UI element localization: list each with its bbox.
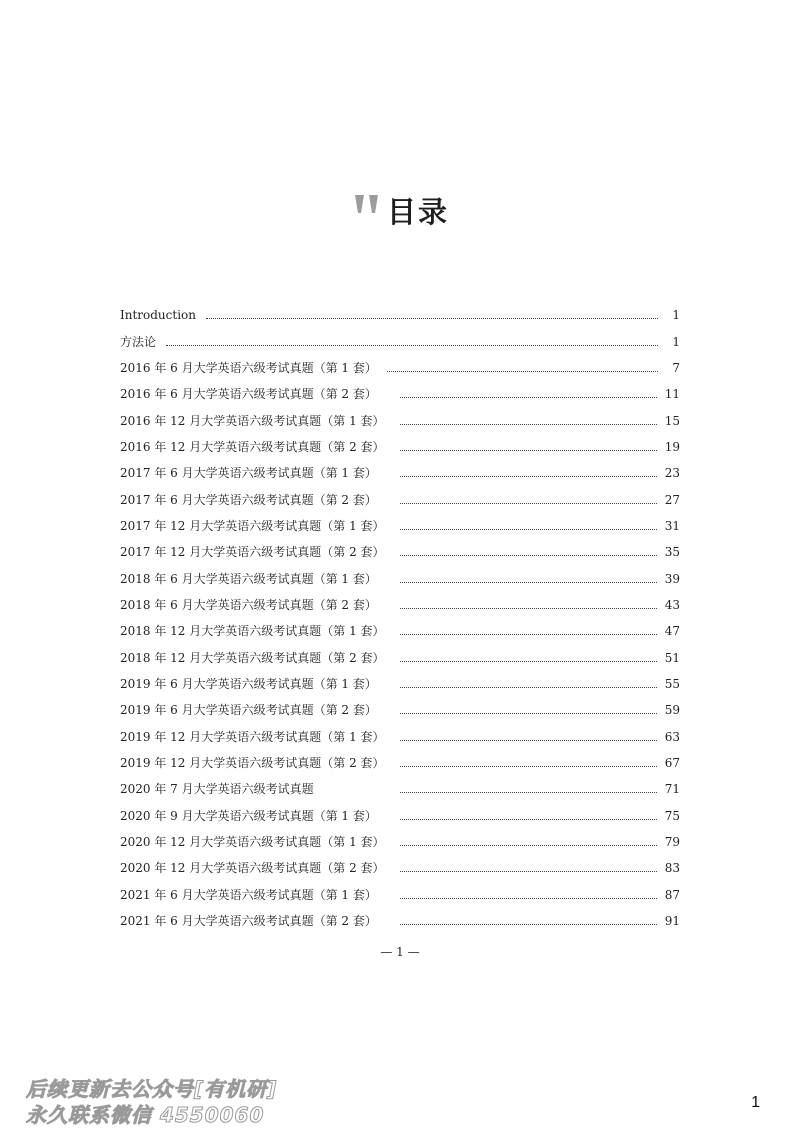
- toc-entry[interactable]: [120, 539, 680, 565]
- toc-dot-leader: [400, 923, 657, 925]
- toc-dot-leader: [400, 528, 657, 530]
- toc-dot-leader: [400, 581, 657, 583]
- toc-entry-page: 87: [664, 887, 680, 902]
- toc-entry-page: 51: [664, 650, 680, 665]
- toc-entry-page: 91: [664, 914, 680, 929]
- toc-entry-title: 2021 年 6 月大学英语六级考试真题（第 2 套）: [120, 914, 377, 929]
- toc-entry[interactable]: [120, 381, 680, 407]
- toc-entry[interactable]: [120, 328, 680, 354]
- page-title: 目录: [387, 194, 450, 229]
- toc-dot-leader: [400, 844, 657, 846]
- toc-entry-page: 1: [672, 308, 680, 323]
- toc-entry[interactable]: [120, 618, 680, 644]
- toc-entry-page: 43: [664, 597, 680, 612]
- toc-entry-title: 2016 年 12 月大学英语六级考试真题（第 2 套）: [120, 439, 385, 454]
- toc-entry[interactable]: [120, 513, 680, 539]
- watermark-line-2: 永久联系微信 4550060: [26, 1103, 265, 1127]
- toc-dot-leader: [400, 475, 657, 477]
- toc-dot-leader: [400, 870, 657, 872]
- toc-dot-leader: [400, 897, 657, 899]
- toc-dot-leader: [400, 607, 657, 609]
- toc-entry[interactable]: [120, 592, 680, 618]
- toc-entry[interactable]: [120, 829, 680, 855]
- toc-entry[interactable]: [120, 434, 680, 460]
- toc-entry-page: 11: [664, 387, 680, 402]
- toc-entry-page: 71: [664, 782, 680, 797]
- toc-dot-leader: [400, 712, 657, 714]
- toc-dot-leader: [387, 370, 658, 372]
- toc-entry-title: 2019 年 6 月大学英语六级考试真题（第 1 套）: [120, 676, 377, 691]
- toc-entry-page: 83: [664, 861, 680, 876]
- toc-entry-title: 2018 年 12 月大学英语六级考试真题（第 1 套）: [120, 624, 385, 639]
- toc-dot-leader: [400, 765, 657, 767]
- toc-entry-title: 方法论: [120, 334, 157, 349]
- toc-entry-page: 15: [664, 413, 680, 428]
- toc-entry-title: 2019 年 6 月大学英语六级考试真题（第 2 套）: [120, 703, 377, 718]
- page-title-block: [353, 188, 449, 232]
- toc-dot-leader: [400, 686, 657, 688]
- toc-entry-title: 2016 年 6 月大学英语六级考试真题（第 2 套）: [120, 387, 377, 402]
- corner-page-number: 1: [751, 1094, 760, 1111]
- toc-entry[interactable]: [120, 407, 680, 433]
- toc-dot-leader: [400, 791, 657, 793]
- toc-entry-title: 2020 年 12 月大学英语六级考试真题（第 2 套）: [120, 861, 385, 876]
- toc-entry-title: 2018 年 6 月大学英语六级考试真题（第 2 套）: [120, 597, 377, 612]
- toc-entry-page: 39: [664, 571, 680, 586]
- toc-dot-leader: [400, 502, 657, 504]
- toc-entry[interactable]: [120, 776, 680, 802]
- quote-mark-icon: [353, 193, 383, 217]
- toc-dot-leader: [400, 739, 657, 741]
- toc-entry-title: Introduction: [120, 308, 196, 323]
- toc-entry[interactable]: [120, 302, 680, 328]
- toc-entry-title: 2019 年 12 月大学英语六级考试真题（第 1 套）: [120, 729, 385, 744]
- toc-entry[interactable]: [120, 803, 680, 829]
- toc-entry[interactable]: [120, 697, 680, 723]
- toc-entry-page: 7: [672, 360, 680, 375]
- toc-entry-title: 2017 年 12 月大学英语六级考试真题（第 2 套）: [120, 545, 385, 560]
- toc-dot-leader: [166, 344, 658, 346]
- toc-entry-page: 47: [664, 624, 680, 639]
- toc-entry-page: 63: [664, 729, 680, 744]
- toc-entry-title: 2020 年 9 月大学英语六级考试真题（第 1 套）: [120, 808, 377, 823]
- toc-entry-page: 59: [664, 703, 680, 718]
- toc-entry-page: 19: [664, 439, 680, 454]
- toc-entry-title: 2016 年 6 月大学英语六级考试真题（第 1 套）: [120, 360, 377, 375]
- toc-entry[interactable]: [120, 882, 680, 908]
- toc-entry[interactable]: [120, 750, 680, 776]
- toc-entry[interactable]: [120, 486, 680, 512]
- toc-dot-leader: [400, 554, 657, 556]
- toc-dot-leader: [400, 818, 657, 820]
- toc-entry-title: 2017 年 6 月大学英语六级考试真题（第 1 套）: [120, 466, 377, 481]
- toc-entry-title: 2020 年 7 月大学英语六级考试真题: [120, 782, 314, 797]
- toc-dot-leader: [206, 317, 658, 319]
- toc-entry-title: 2018 年 12 月大学英语六级考试真题（第 2 套）: [120, 650, 385, 665]
- page-footer-number: — 1 —: [380, 945, 420, 959]
- toc-entry-page: 31: [664, 518, 680, 533]
- toc-entry-title: 2016 年 12 月大学英语六级考试真题（第 1 套）: [120, 413, 385, 428]
- toc-dot-leader: [400, 449, 657, 451]
- toc-dot-leader: [400, 660, 657, 662]
- watermark: [26, 1076, 277, 1128]
- toc-entry-page: 79: [664, 835, 680, 850]
- toc-entry-page: 75: [664, 808, 680, 823]
- toc-dot-leader: [400, 423, 657, 425]
- toc-entry-page: 55: [664, 676, 680, 691]
- toc-entry[interactable]: [120, 460, 680, 486]
- toc-entry[interactable]: [120, 724, 680, 750]
- toc-entry-title: 2019 年 12 月大学英语六级考试真题（第 2 套）: [120, 756, 385, 771]
- table-of-contents: [120, 302, 680, 934]
- toc-entry-page: 35: [664, 545, 680, 560]
- toc-entry[interactable]: [120, 644, 680, 670]
- toc-entry[interactable]: [120, 855, 680, 881]
- toc-dot-leader: [400, 396, 657, 398]
- toc-entry-title: 2017 年 12 月大学英语六级考试真题（第 1 套）: [120, 518, 385, 533]
- toc-entry[interactable]: [120, 565, 680, 591]
- toc-entry-title: 2018 年 6 月大学英语六级考试真题（第 1 套）: [120, 571, 377, 586]
- watermark-line-1: 后续更新去公众号[有机研]: [26, 1077, 278, 1101]
- toc-entry-page: 1: [672, 334, 680, 349]
- toc-entry[interactable]: [120, 355, 680, 381]
- toc-entry-title: 2021 年 6 月大学英语六级考试真题（第 1 套）: [120, 887, 377, 902]
- toc-entry-title: 2020 年 12 月大学英语六级考试真题（第 1 套）: [120, 835, 385, 850]
- toc-entry-page: 27: [664, 492, 680, 507]
- toc-dot-leader: [400, 633, 657, 635]
- toc-entry-page: 67: [664, 756, 680, 771]
- toc-entry[interactable]: [120, 671, 680, 697]
- toc-entry-title: 2017 年 6 月大学英语六级考试真题（第 2 套）: [120, 492, 377, 507]
- toc-entry-page: 23: [664, 466, 680, 481]
- toc-entry[interactable]: [120, 908, 680, 934]
